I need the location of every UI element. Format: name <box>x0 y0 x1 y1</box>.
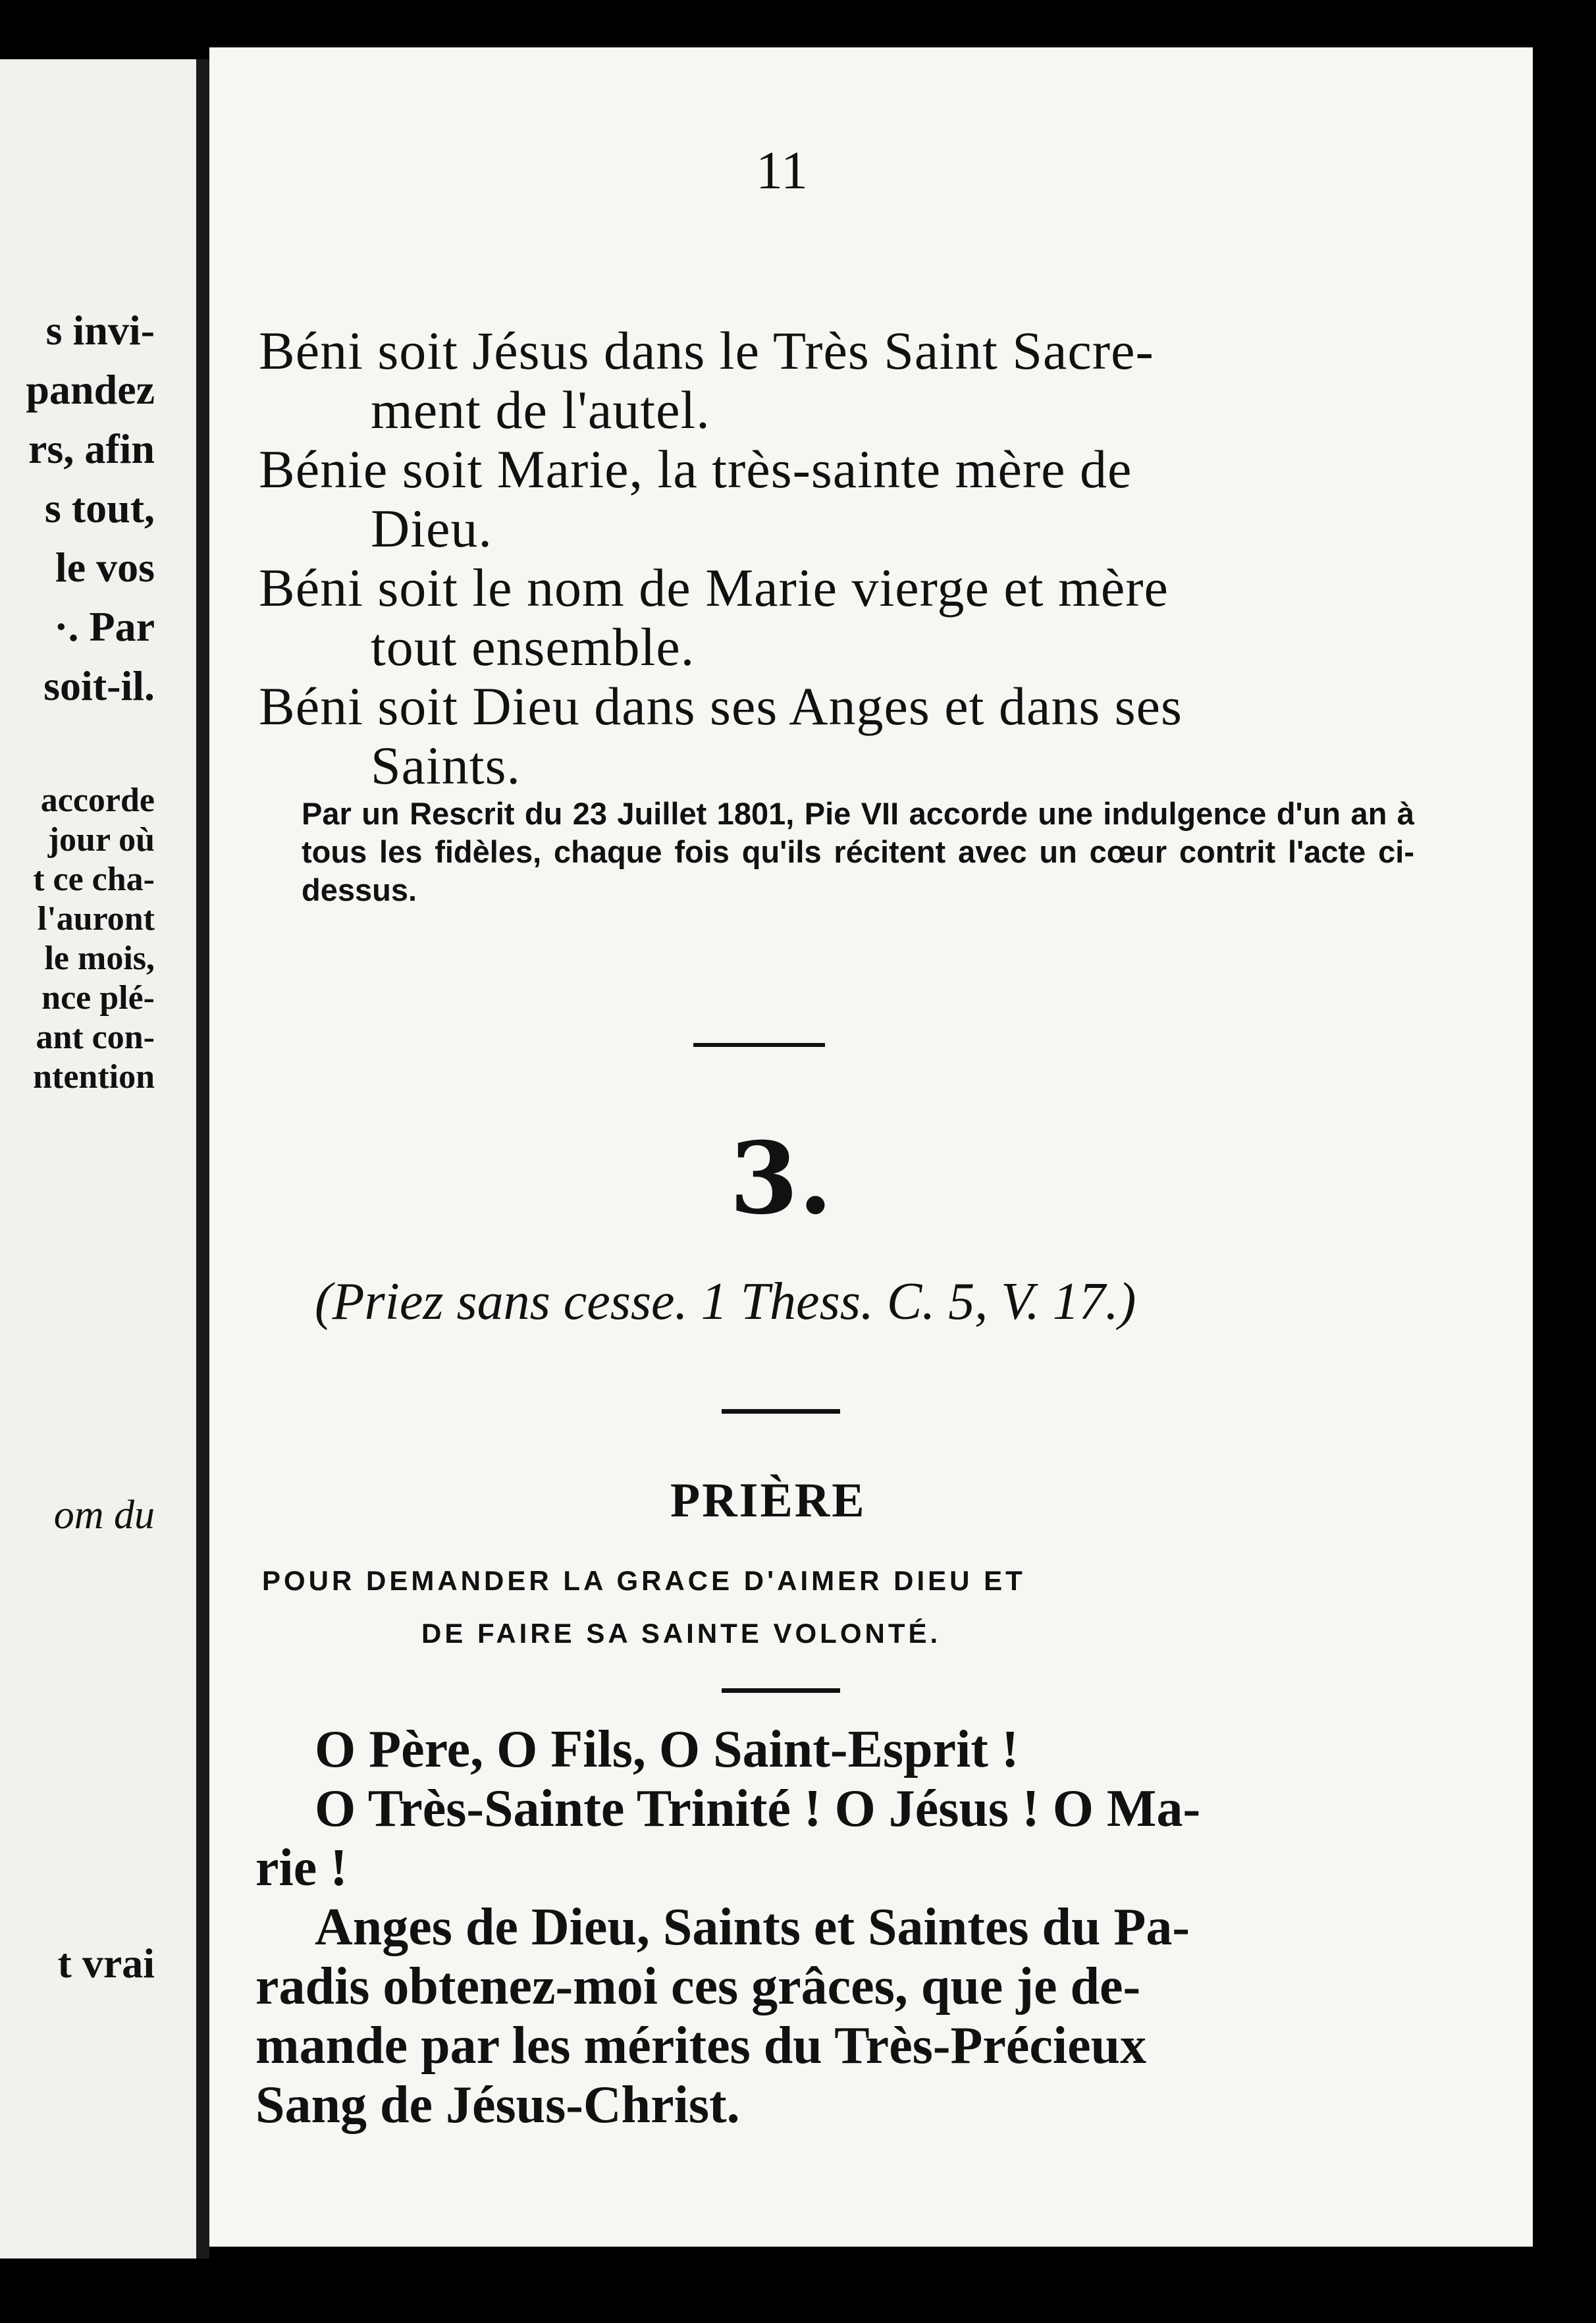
facing-page-text: l'auront <box>37 900 155 938</box>
scripture-citation: (Priez sans cesse. 1 Thess. C. 5, V. 17.) <box>315 1273 1136 1331</box>
book-page <box>209 47 1533 2247</box>
facing-page-text: pandez <box>26 366 155 413</box>
facing-page-text: t ce cha- <box>33 861 155 898</box>
verse-line: Béni soit le nom de Marie vierge et mère <box>259 558 1169 618</box>
divider <box>722 1409 840 1414</box>
facing-page-text: jour où <box>47 821 155 859</box>
facing-page-text: nce plé- <box>41 979 155 1017</box>
prayer-title: PRIÈRE <box>670 1474 866 1528</box>
divider <box>693 1043 825 1047</box>
facing-page-text: t vrai <box>57 1940 155 1987</box>
facing-page-text: rs, afin <box>28 425 155 472</box>
prayer-line: rie ! <box>255 1839 348 1897</box>
facing-page-text: om du <box>53 1493 155 1537</box>
prayer-subtitle: DE FAIRE SA SAINTE VOLONTÉ. <box>421 1618 942 1649</box>
section-number: 3. <box>730 1121 833 1237</box>
facing-page-text: le mois, <box>44 940 155 977</box>
verse-line: Béni soit Dieu dans ses Anges et dans ses <box>259 676 1183 736</box>
facing-page-strip <box>0 59 201 2258</box>
facing-page-text: s tout, <box>44 485 155 531</box>
facing-page-text: le vos <box>55 544 155 591</box>
verse-line: ment de l'autel. <box>371 380 710 440</box>
facing-page-text: ant con- <box>36 1019 155 1056</box>
verse-line: Béni soit Jésus dans le Très Saint Sacre- <box>259 321 1154 381</box>
verse-line: tout ensemble. <box>371 617 695 677</box>
prayer-line: O Très-Sainte Trinité ! O Jésus ! O Ma- <box>315 1780 1201 1838</box>
verse-line: Bénie soit Marie, la très-sainte mère de <box>259 439 1132 499</box>
prayer-line: Sang de Jésus-Christ. <box>255 2076 740 2134</box>
indulgence-note: Par un Rescrit du 23 Juillet 1801, Pie VII accorde une indulgence d'un an à tous les fidèles, chaque fois qu'ils récitent avec un cœur contrit l'acte ci-dessus. <box>302 796 1414 907</box>
facing-page-text: ·. Par <box>54 603 155 650</box>
facing-page-text: accorde <box>40 782 155 819</box>
prayer-line: radis obtenez-moi ces grâces, que je de- <box>255 1958 1141 2016</box>
facing-page-text: ntention <box>33 1058 155 1096</box>
verse-line: Dieu. <box>371 498 492 558</box>
verse-line: Saints. <box>371 735 521 795</box>
prayer-line: mande par les mérites du Très-Précieux <box>255 2017 1147 2075</box>
facing-page-text: soit-il. <box>43 662 155 709</box>
divider <box>722 1688 840 1693</box>
book-gutter <box>196 59 209 2258</box>
page-number: 11 <box>756 140 808 200</box>
prayer-line: Anges de Dieu, Saints et Saintes du Pa- <box>315 1898 1190 1956</box>
prayer-subtitle: POUR DEMANDER LA GRACE D'AIMER DIEU ET <box>262 1565 1026 1596</box>
facing-page-text: s invi- <box>45 307 155 354</box>
prayer-line: O Père, O Fils, O Saint-Esprit ! <box>315 1721 1019 1778</box>
